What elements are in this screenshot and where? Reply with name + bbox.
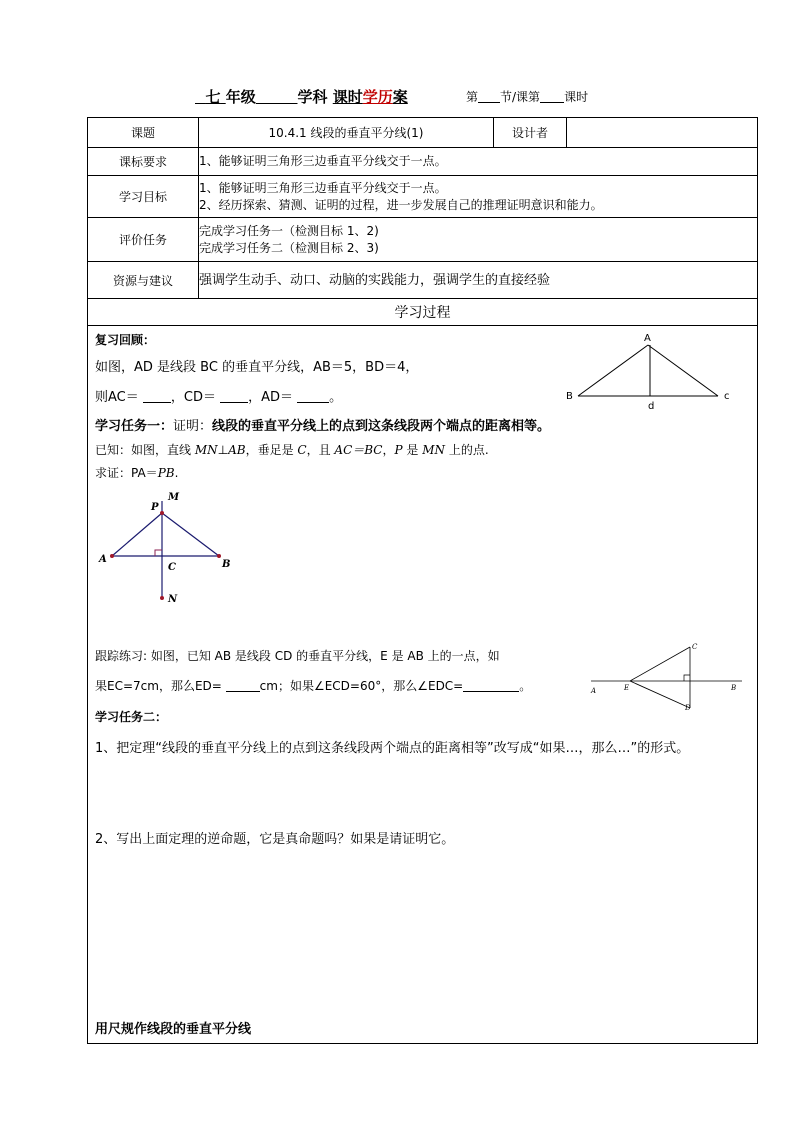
task2-heading: 学习任务二： xyxy=(95,710,168,724)
eval-row xyxy=(88,218,758,262)
lesson-plan-title xyxy=(0,86,794,110)
practice-angle-text: cm；如果∠ECD=60°，那么∠EDC= xyxy=(259,679,464,693)
given-perp: ⊥ xyxy=(217,443,229,457)
fig1-label-b: B xyxy=(566,391,573,402)
edc-answer-blank[interactable] xyxy=(463,679,519,692)
grade-suffix: 年级 xyxy=(225,88,256,106)
resource-value: 强调学生动手、动口、动脑的实践能力，强调学生的直接经验 xyxy=(199,262,758,299)
fig3-label-c: C xyxy=(692,643,698,651)
practice-line1: 跟踪练习: 如图，已知 AB 是线段 CD 的垂直平分线，E 是 AB 上的一点，如 xyxy=(95,649,500,663)
fig1-label-c: c xyxy=(724,391,730,402)
task1-prove xyxy=(95,464,178,481)
fig2-label-m: M xyxy=(168,492,180,503)
title-xueli: 学历 xyxy=(362,88,393,106)
review-line2 xyxy=(95,386,342,405)
given-text-c: ，且 xyxy=(306,443,335,457)
fig1-label-a: A xyxy=(644,333,651,344)
fig3-segment-ed xyxy=(630,681,690,708)
fig2-point-n xyxy=(160,596,164,600)
given-text-b: ，垂足是 xyxy=(245,443,298,457)
given-ac-eq: AC＝BC xyxy=(334,443,383,457)
given-mn2: MN xyxy=(422,443,446,457)
lesson-table xyxy=(87,117,758,1044)
goal-row xyxy=(88,176,758,218)
title-keshi: 课时 xyxy=(332,88,363,106)
given-text-a: 已知：如图，直线 xyxy=(95,443,195,457)
period-blank[interactable] xyxy=(540,90,564,103)
topic-row xyxy=(88,118,758,148)
fig2-label-b: B xyxy=(222,559,231,570)
eval-label: 评价任务 xyxy=(88,218,199,262)
review-line1: 如图，AD 是线段 BC 的垂直平分线，AB＝5，BD＝4， xyxy=(95,360,419,375)
topic-label: 课题 xyxy=(88,118,199,148)
review-heading: 复习回顾： xyxy=(95,333,156,347)
fig2-label-a: A xyxy=(99,554,107,565)
fig1-side-ab xyxy=(578,345,648,396)
grade-blank xyxy=(195,88,226,106)
process-label: 学习过程 xyxy=(88,299,758,326)
title-an: 案 xyxy=(392,88,408,106)
fig3-label-b: B xyxy=(731,684,737,692)
given-c: C xyxy=(297,443,307,457)
practice-line2 xyxy=(95,677,531,694)
topic-value: 10.4.1 线段的垂直平分线(1) xyxy=(199,118,494,148)
title-sub xyxy=(466,88,588,105)
designer-value[interactable] xyxy=(567,118,758,148)
practice-end: 。 xyxy=(519,679,532,693)
title-main xyxy=(195,86,408,107)
standard-label: 课标要求 xyxy=(88,148,199,176)
eval-1: 完成学习任务一（检测目标 1、2) xyxy=(199,223,379,238)
eval-values xyxy=(199,218,758,262)
ac-answer-blank[interactable] xyxy=(143,390,171,403)
fig2-label-p: P xyxy=(151,502,159,513)
prove-end: . xyxy=(174,466,179,480)
fig1-side-ac xyxy=(648,345,718,396)
review-ad-label: ，AD＝ xyxy=(248,390,294,405)
task1-heading: 学习任务一： xyxy=(95,419,174,434)
task1-title xyxy=(95,415,550,434)
cd-answer-blank[interactable] xyxy=(220,390,248,403)
task2-question1: 1、把定理“线段的垂直平分线上的点到这条线段两个端点的距离相等”改写成“如果…，那么…”的形式。 xyxy=(95,741,690,756)
construct-heading: 用尺规作线段的垂直平分线 xyxy=(95,1022,252,1037)
fig2-segment-pb xyxy=(162,513,219,556)
fig3-label-e: E xyxy=(624,684,630,692)
review-cd-label: ，CD＝ xyxy=(170,390,216,405)
given-p: P xyxy=(394,443,403,457)
given-text-f: 上的点. xyxy=(445,443,489,457)
review-ac-label: 则AC＝ xyxy=(95,390,139,405)
ed-answer-blank[interactable] xyxy=(226,679,260,692)
task1-statement: 线段的垂直平分线上的点到这条线段两个端点的距离相等。 xyxy=(212,419,551,434)
review-triangle-figure xyxy=(564,330,744,410)
task1-given xyxy=(95,441,489,458)
fig3-label-d: D xyxy=(685,704,691,711)
eval-2: 完成学习任务二（检测目标 2、3) xyxy=(199,240,379,255)
practice-ed-text: 果EC=7cm，那么ED= xyxy=(95,679,222,693)
fig3-right-angle-mark xyxy=(684,675,690,681)
fig2-point-a xyxy=(110,554,114,558)
resource-row xyxy=(88,262,758,299)
given-text-d: ， xyxy=(382,443,395,457)
process-header-row xyxy=(88,299,758,326)
perpendicular-bisector-figure xyxy=(94,486,244,611)
task1-proof-word: 证明： xyxy=(173,419,213,434)
fig2-label-n: N xyxy=(168,594,178,605)
given-mn: MN xyxy=(194,443,218,457)
fig3-label-a: A xyxy=(591,687,597,695)
resource-label: 资源与建议 xyxy=(88,262,199,299)
fig3-segment-ec xyxy=(630,647,690,681)
subject-blank xyxy=(256,88,298,106)
designer-label: 设计者 xyxy=(494,118,567,148)
process-cell xyxy=(88,326,758,1044)
review-end: 。 xyxy=(329,390,343,405)
fig2-label-c: C xyxy=(168,562,176,573)
fig2-right-angle-mark xyxy=(155,550,162,556)
fig2-point-p xyxy=(160,511,164,515)
sub-jie: 节/课第 xyxy=(500,90,541,104)
standard-value: 1、能够证明三角形三边垂直平分线交于一点。 xyxy=(199,148,758,176)
given-ab: AB xyxy=(228,443,246,457)
process-content xyxy=(88,326,757,1043)
grade-value: 七 xyxy=(205,88,221,106)
task2-question2: 2、写出上面定理的逆命题，它是真命题吗？如果是请证明它。 xyxy=(95,832,455,847)
goal-label: 学习目标 xyxy=(88,176,199,218)
goal-2: 2、经历探索、猜测、证明的过程，进一步发展自己的推理证明意识和能力。 xyxy=(199,197,603,212)
fig2-point-b xyxy=(217,554,221,558)
standard-row xyxy=(88,148,758,176)
goal-values xyxy=(199,176,758,218)
goal-1: 1、能够证明三角形三边垂直平分线交于一点。 xyxy=(199,180,447,195)
process-row xyxy=(88,326,758,1044)
ad-answer-blank[interactable] xyxy=(297,390,329,403)
section-blank[interactable] xyxy=(478,90,500,103)
prove-pb: PB xyxy=(157,466,175,480)
given-text-e: 是 xyxy=(402,443,423,457)
prove-text: 求证：PA＝ xyxy=(95,466,158,480)
sub-keshi: 课时 xyxy=(564,90,589,104)
fig1-label-d: d xyxy=(648,401,655,410)
sub-di: 第 xyxy=(466,90,479,104)
practice-figure xyxy=(586,641,746,711)
subject-suffix: 学科 xyxy=(297,88,328,106)
